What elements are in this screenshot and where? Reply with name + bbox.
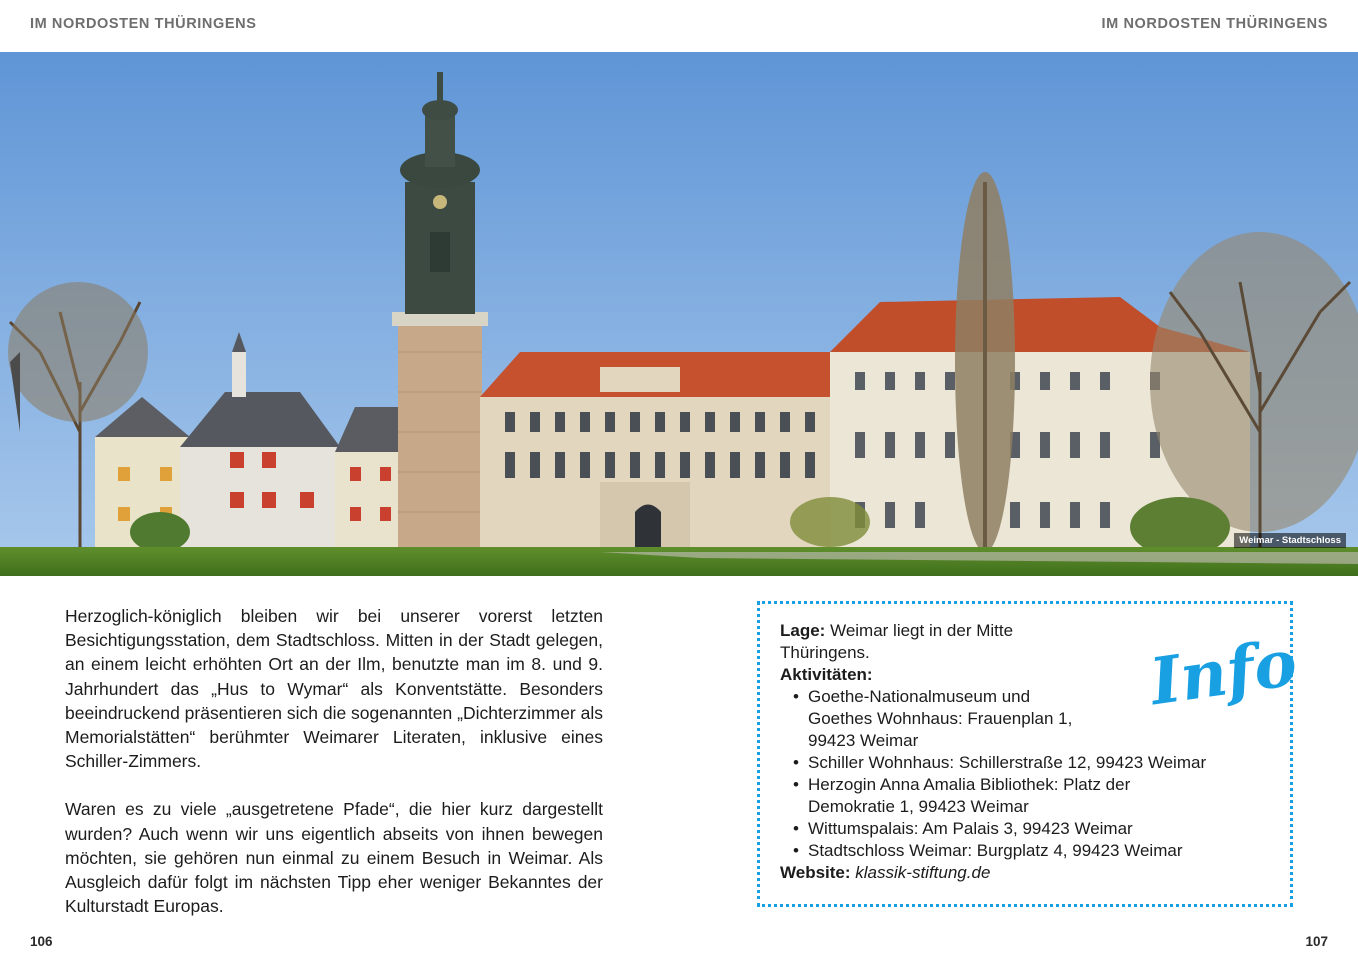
info-logo-text: Info (1145, 625, 1302, 721)
body-text (65, 604, 603, 918)
list-item: • Schiller Wohnhaus: Schillerstraße 12, 99423 Weimar (788, 752, 1272, 774)
website-label: Website: (780, 863, 851, 882)
page-number-right: 107 (1305, 934, 1328, 949)
website-link[interactable]: klassik-stiftung.de (855, 863, 991, 882)
paragraph: Waren es zu viele „ausgetretene Pfade“, die hier kurz dargestellt wurden? Auch wenn wir uns eigentlich abseits von ihnen bewegen möchten, sie gehören nun einmal zu einem Besuch in Weimar. Als Ausgleich dafür folgt im nächsten Tipp eher weniger Bekanntes der Kulturstadt Europas. (65, 799, 603, 917)
page-number-left: 106 (30, 934, 53, 949)
list-item: • Goethe-Nationalmuseum und Goethes Wohnhaus: Frauenplan 1, 99423 Weimar (788, 686, 1098, 752)
list-item: • Herzogin Anna Amalia Bibliothek: Platz der Demokratie 1, 99423 Weimar (788, 774, 1148, 818)
lage-value: Weimar liegt in der Mitte Thüringens. (780, 621, 1014, 662)
list-item: • Wittumspalais: Am Palais 3, 99423 Weimar (788, 818, 1272, 840)
list-item: • Stadtschloss Weimar: Burgplatz 4, 99423 Weimar (788, 840, 1272, 862)
running-header-left: IM NORDOSTEN THÜRINGENS (30, 16, 257, 32)
website-row (780, 862, 1272, 884)
lage-row (780, 620, 1080, 664)
photo-caption: Weimar - Stadtschloss (1234, 533, 1346, 548)
paragraph: Herzoglich-königlich bleiben wir bei unserer vorerst letzten Besichtigungsstation, dem Stadtschloss. Mitten in der Stadt gelegen, an einem leicht erhöhten Ort an der Ilm, benutzte man im 8. und 9. Jahrhundert das „Hus to Wymar“ als Konventstätte. Besonders beeindruckend präsentieren sich die sogenannten „Dichterzimmer als Memorialstätten“ berühmter Weimarer Literaten, inklusive eines Schiller-Zimmers. (65, 606, 603, 772)
info-script-logo (1145, 622, 1302, 722)
lage-label: Lage: (780, 621, 826, 640)
info-box (757, 601, 1302, 907)
running-header-right: IM NORDOSTEN THÜRINGENS (1101, 16, 1328, 32)
castle-photo (0, 52, 1358, 576)
aktivitaeten-label: Aktivitäten: (780, 665, 873, 684)
